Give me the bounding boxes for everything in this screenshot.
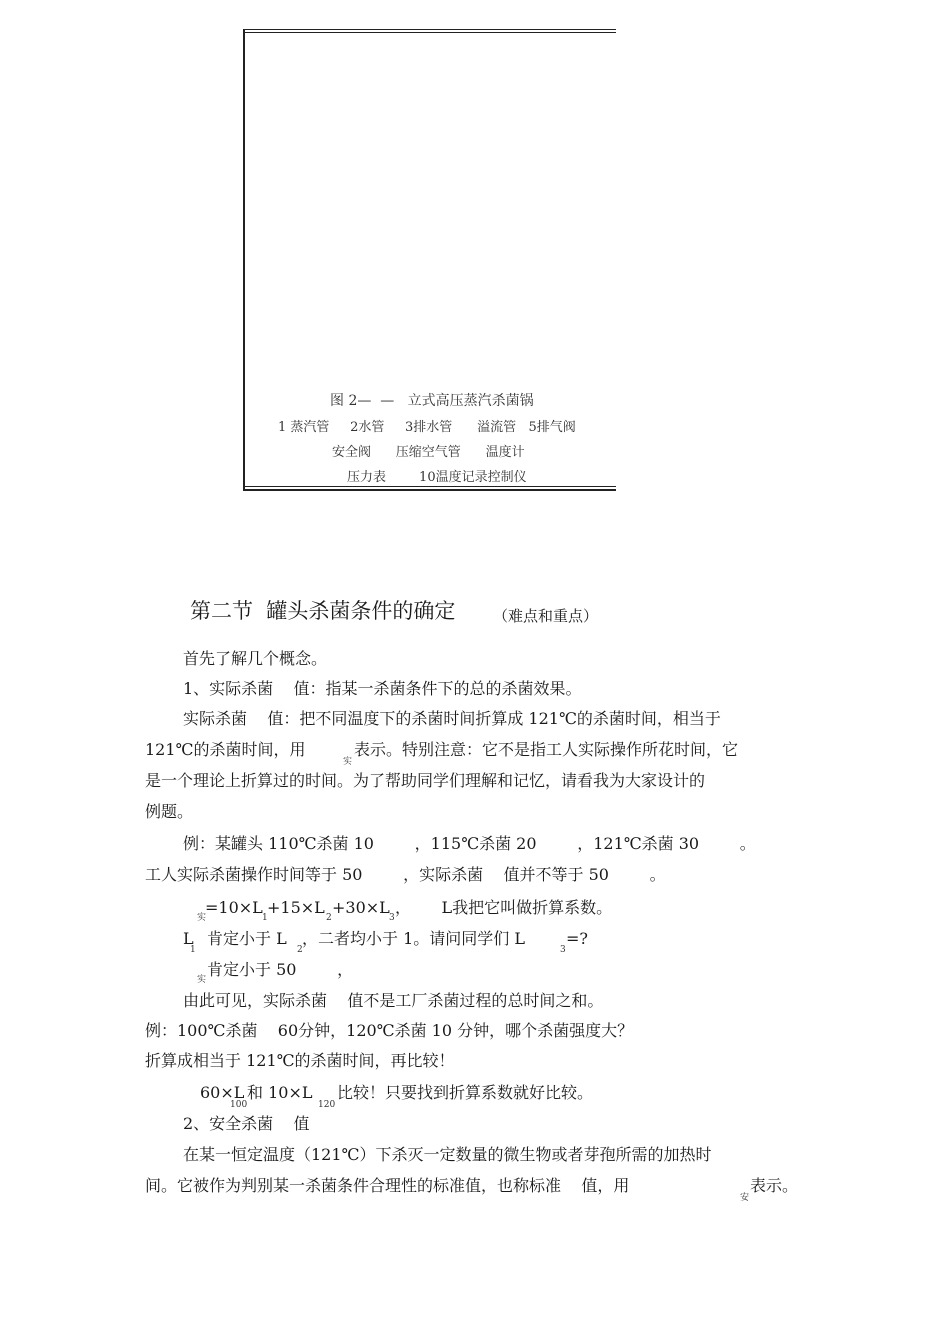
paragraph-definition-line-4: 例题。 bbox=[145, 802, 194, 821]
example-2-compare-b: 和 10×L bbox=[247, 1083, 313, 1102]
figure-caption-title: 图 2— — 立式高压蒸汽杀菌锅 bbox=[330, 393, 534, 409]
subscript-shi: 实 bbox=[197, 913, 207, 923]
figure-legend-line-1: 1 蒸汽管 2水管 3排水管 溢流管 5排气阀 bbox=[278, 420, 576, 435]
paragraph-definition-line-1: 实际杀菌 值：把不同温度下的杀菌时间折算成 121℃的杀菌时间，相当于 bbox=[183, 709, 721, 728]
paragraph-concept-1: 1、实际杀菌 值：指某一杀菌条件下的总的杀菌效果。 bbox=[183, 679, 582, 698]
example-line-2: 工人实际杀菌操作时间等于 50 ，实际杀菌 值并不等于 50 。 bbox=[145, 865, 666, 884]
paragraph-concept-2: 2、安全杀菌 值 bbox=[183, 1114, 310, 1133]
subscript-shi: 实 bbox=[197, 975, 207, 985]
subscript-120: 120 bbox=[318, 1100, 336, 1110]
example-2-line-2: 折算成相当于 121℃的杀菌时间，再比较！ bbox=[145, 1051, 455, 1070]
compare-line-3: 肯定小于 50 ， bbox=[207, 960, 354, 979]
safety-definition-line-2: 间。它被作为判别某一杀菌条件合理性的标准值，也称标准 值，用 bbox=[145, 1176, 630, 1195]
compare-text-2: ，二者均小于 1。请问同学们 L bbox=[302, 929, 525, 948]
example-2-compare-a: 60×L bbox=[200, 1083, 245, 1102]
subscript-shi: 实 bbox=[343, 757, 353, 767]
example-2-line-1: 例：100℃杀菌 60分钟，120℃杀菌 10 分钟，哪个杀菌强度大？ bbox=[145, 1021, 634, 1040]
subscript-1: 1 bbox=[262, 913, 268, 923]
subscript-100: 100 bbox=[230, 1100, 248, 1110]
paragraph-definition-line-2b: 表示。特别注意：它不是指工人实际操作所花时间，它 bbox=[354, 740, 739, 759]
paragraph-definition-line-2a: 121℃的杀菌时间，用 bbox=[145, 740, 306, 759]
compare-text-3: =? bbox=[566, 929, 588, 948]
example-2-compare-c: 比较！只要找到折算系数就好比较。 bbox=[337, 1083, 594, 1102]
section-heading-note: （难点和重点） bbox=[493, 607, 599, 625]
subscript-an: 安 bbox=[740, 1193, 750, 1203]
example-line-1: 例：某罐头 110℃杀菌 10 ，115℃杀菌 20 ，121℃杀菌 30 。 bbox=[183, 834, 756, 853]
compare-text-1: 肯定小于 L bbox=[207, 929, 287, 948]
conclusion-line: 由此可见，实际杀菌 值不是工厂杀菌过程的总时间之和。 bbox=[183, 991, 604, 1010]
formula-note: ， L我把它叫做折算系数。 bbox=[395, 898, 613, 917]
figure-legend-line-2: 安全阀 压缩空气管 温度计 bbox=[332, 445, 525, 460]
formula-term-1: =10×L bbox=[205, 898, 263, 917]
compare-l1: L bbox=[183, 929, 194, 948]
subscript-1: 1 bbox=[190, 945, 196, 955]
figure-legend-line-3: 压力表 10温度记录控制仪 bbox=[347, 470, 527, 485]
formula-term-3: +30×L bbox=[332, 898, 390, 917]
figure-bottom-rule bbox=[245, 486, 616, 491]
formula-term-2: +15×L bbox=[267, 898, 325, 917]
safety-definition-line-2b: 表示。 bbox=[750, 1176, 799, 1195]
subscript-3: 3 bbox=[389, 913, 395, 923]
subscript-2: 2 bbox=[326, 913, 332, 923]
paragraph-intro: 首先了解几个概念。 bbox=[183, 649, 328, 668]
subscript-3: 3 bbox=[560, 945, 566, 955]
paragraph-definition-line-3: 是一个理论上折算过的时间。为了帮助同学们理解和记忆，请看我为大家设计的 bbox=[145, 771, 706, 790]
figure-top-rule bbox=[245, 29, 616, 33]
safety-definition-line-1: 在某一恒定温度（121℃）下杀灭一定数量的微生物或者芽孢所需的加热时 bbox=[183, 1145, 712, 1164]
subscript-2: 2 bbox=[297, 945, 303, 955]
section-heading: 第二节 罐头杀菌条件的确定 bbox=[190, 599, 456, 623]
